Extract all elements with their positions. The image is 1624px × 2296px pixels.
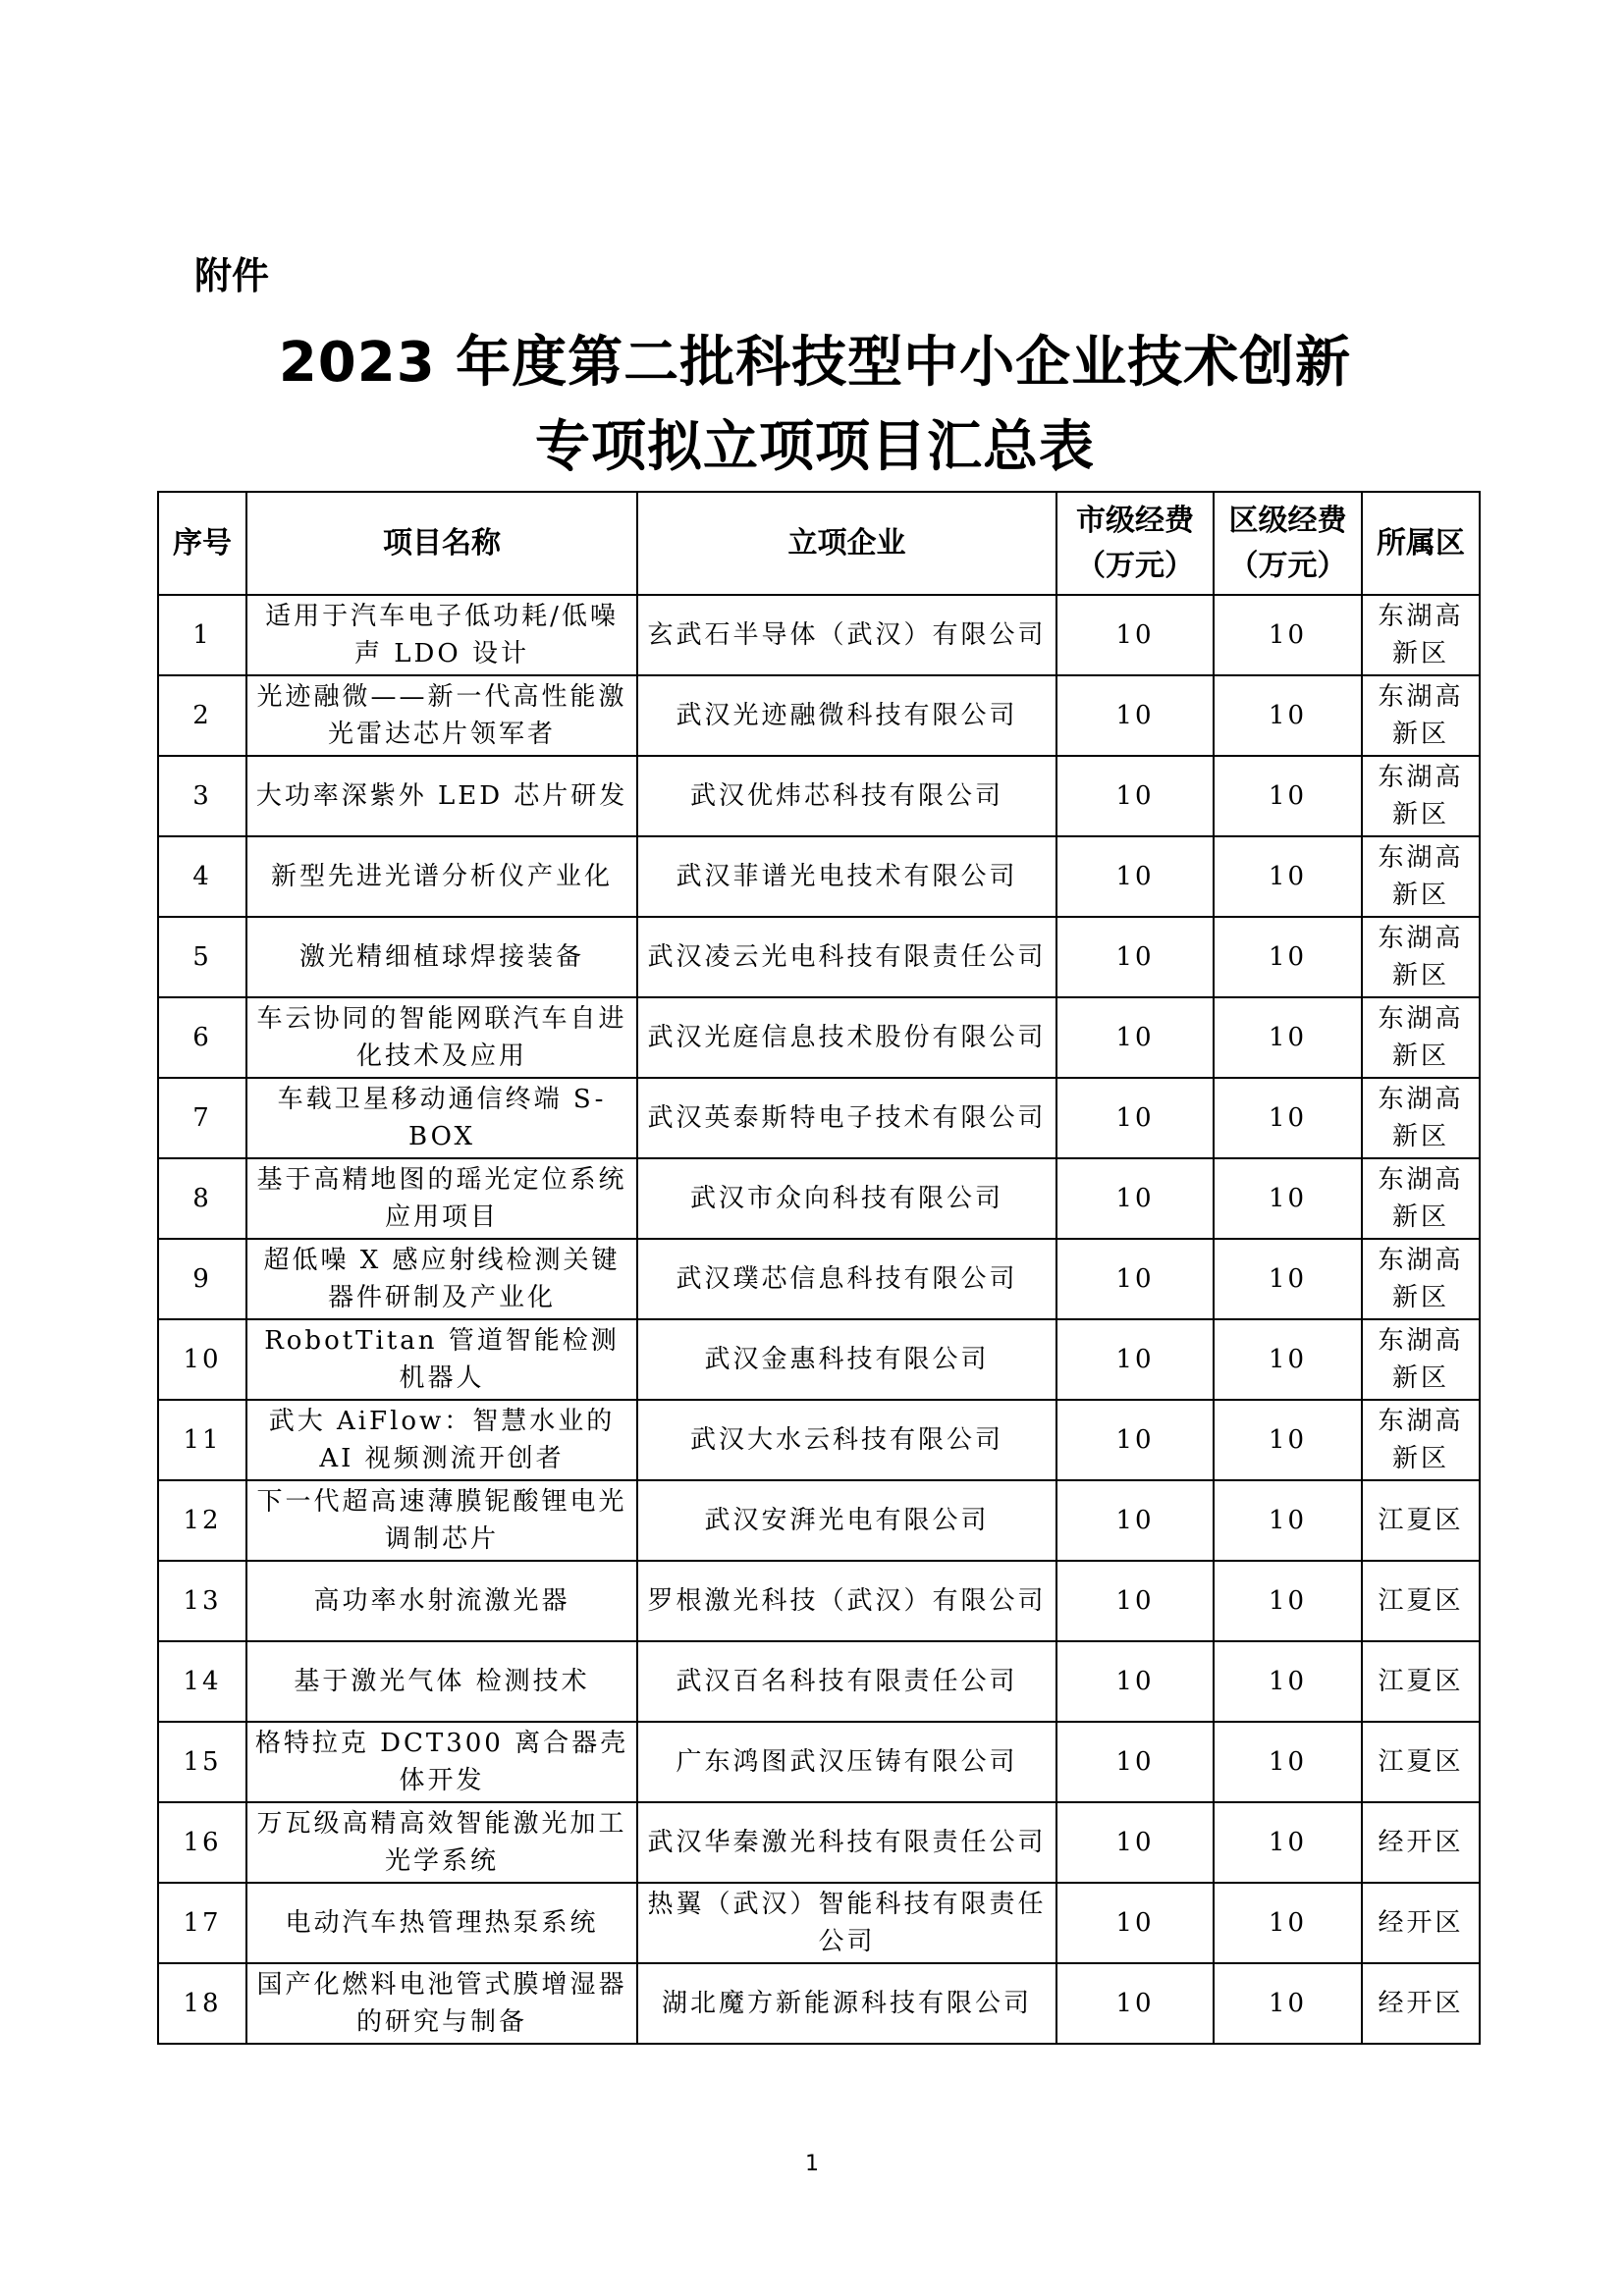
document-title-line2: 专项拟立项项目汇总表	[535, 415, 1095, 479]
cell-district-fund: 10	[1214, 1802, 1362, 1883]
cell-district-fund: 10	[1214, 1239, 1362, 1319]
header-project-name: 项目名称	[246, 492, 637, 595]
cell-district-fund: 10	[1214, 1883, 1362, 1963]
table-row	[158, 595, 1480, 675]
table-row	[158, 836, 1480, 917]
cell-district: 东湖高新区	[1362, 997, 1480, 1078]
table-row	[158, 1963, 1480, 2044]
table-row	[158, 1400, 1480, 1480]
cell-district: 经开区	[1362, 1802, 1480, 1883]
cell-company: 武汉光庭信息技术股份有限公司	[637, 997, 1056, 1078]
table-row	[158, 1480, 1480, 1561]
cell-seq: 15	[158, 1722, 246, 1802]
table-row	[158, 997, 1480, 1078]
document-title-line1: 2023 年度第二批科技型中小企业技术创新	[278, 331, 1352, 395]
cell-project-name: 武大 AiFlow：智慧水业的 AI 视频测流开创者	[246, 1400, 637, 1480]
cell-company: 武汉凌云光电科技有限责任公司	[637, 917, 1056, 997]
cell-seq: 11	[158, 1400, 246, 1480]
cell-district: 东湖高新区	[1362, 675, 1480, 756]
cell-seq: 1	[158, 595, 246, 675]
cell-city-fund: 10	[1056, 1963, 1214, 2044]
cell-seq: 8	[158, 1158, 246, 1239]
cell-district: 东湖高新区	[1362, 1400, 1480, 1480]
cell-district-fund: 10	[1214, 1078, 1362, 1158]
cell-district: 东湖高新区	[1362, 1319, 1480, 1400]
cell-project-name: 格特拉克 DCT300 离合器壳体开发	[246, 1722, 637, 1802]
table-row	[158, 675, 1480, 756]
cell-city-fund: 10	[1056, 1722, 1214, 1802]
cell-company: 武汉华秦激光科技有限责任公司	[637, 1802, 1056, 1883]
cell-seq: 3	[158, 756, 246, 836]
cell-company: 武汉安湃光电有限公司	[637, 1480, 1056, 1561]
cell-district-fund: 10	[1214, 1158, 1362, 1239]
table-row	[158, 1158, 1480, 1239]
header-district-fund-unit: （万元）	[1228, 548, 1347, 583]
cell-project-name: 电动汽车热管理热泵系统	[246, 1883, 637, 1963]
header-district-fund-line1: 区级经费	[1228, 503, 1347, 538]
page-number: 1	[805, 2152, 819, 2176]
cell-district-fund: 10	[1214, 1641, 1362, 1722]
cell-project-name: 基于激光气体 检测技术	[246, 1641, 637, 1722]
cell-district: 东湖高新区	[1362, 1158, 1480, 1239]
cell-seq: 9	[158, 1239, 246, 1319]
cell-district: 江夏区	[1362, 1641, 1480, 1722]
cell-seq: 18	[158, 1963, 246, 2044]
cell-company: 湖北魔方新能源科技有限公司	[637, 1963, 1056, 2044]
cell-district-fund: 10	[1214, 1319, 1362, 1400]
cell-project-name: 下一代超高速薄膜铌酸锂电光调制芯片	[246, 1480, 637, 1561]
cell-district-fund: 10	[1214, 756, 1362, 836]
cell-city-fund: 10	[1056, 1641, 1214, 1722]
cell-district-fund: 10	[1214, 1722, 1362, 1802]
cell-district: 东湖高新区	[1362, 595, 1480, 675]
cell-seq: 12	[158, 1480, 246, 1561]
cell-city-fund: 10	[1056, 997, 1214, 1078]
cell-project-name: 国产化燃料电池管式膜增湿器的研究与制备	[246, 1963, 637, 2044]
cell-city-fund: 10	[1056, 1802, 1214, 1883]
cell-project-name: 车云协同的智能网联汽车自进化技术及应用	[246, 997, 637, 1078]
cell-company: 热翼（武汉）智能科技有限责任公司	[637, 1883, 1056, 1963]
cell-project-name: 万瓦级高精高效智能激光加工光学系统	[246, 1802, 637, 1883]
cell-project-name: 大功率深紫外 LED 芯片研发	[246, 756, 637, 836]
table-row	[158, 756, 1480, 836]
cell-company: 武汉优炜芯科技有限公司	[637, 756, 1056, 836]
cell-district-fund: 10	[1214, 1561, 1362, 1641]
attachment-label: 附件	[194, 254, 270, 297]
cell-district-fund: 10	[1214, 917, 1362, 997]
cell-district-fund: 10	[1214, 595, 1362, 675]
cell-city-fund: 10	[1056, 1158, 1214, 1239]
table-row	[158, 1561, 1480, 1641]
header-district-fund	[1214, 492, 1362, 595]
table-row	[158, 1802, 1480, 1883]
cell-district: 东湖高新区	[1362, 1078, 1480, 1158]
cell-company: 罗根激光科技（武汉）有限公司	[637, 1561, 1056, 1641]
cell-seq: 10	[158, 1319, 246, 1400]
cell-city-fund: 10	[1056, 595, 1214, 675]
cell-district: 江夏区	[1362, 1480, 1480, 1561]
cell-district-fund: 10	[1214, 997, 1362, 1078]
cell-seq: 6	[158, 997, 246, 1078]
cell-district: 东湖高新区	[1362, 1239, 1480, 1319]
cell-district: 经开区	[1362, 1883, 1480, 1963]
cell-company: 玄武石半导体（武汉）有限公司	[637, 595, 1056, 675]
cell-seq: 7	[158, 1078, 246, 1158]
table-header-row	[158, 492, 1480, 595]
cell-project-name: 光迹融微——新一代高性能激光雷达芯片领军者	[246, 675, 637, 756]
cell-district-fund: 10	[1214, 836, 1362, 917]
header-city-fund-line1: 市级经费	[1076, 503, 1194, 538]
table-row	[158, 917, 1480, 997]
cell-city-fund: 10	[1056, 1319, 1214, 1400]
header-company: 立项企业	[637, 492, 1056, 595]
cell-city-fund: 10	[1056, 675, 1214, 756]
cell-seq: 2	[158, 675, 246, 756]
cell-district: 东湖高新区	[1362, 756, 1480, 836]
cell-seq: 13	[158, 1561, 246, 1641]
cell-company: 武汉光迹融微科技有限公司	[637, 675, 1056, 756]
cell-seq: 5	[158, 917, 246, 997]
cell-company: 武汉大水云科技有限公司	[637, 1400, 1056, 1480]
cell-project-name: 激光精细植球焊接装备	[246, 917, 637, 997]
cell-district-fund: 10	[1214, 1963, 1362, 2044]
table-row	[158, 1641, 1480, 1722]
table-row	[158, 1883, 1480, 1963]
cell-company: 武汉金惠科技有限公司	[637, 1319, 1056, 1400]
header-district: 所属区	[1362, 492, 1480, 595]
cell-company: 武汉璞芯信息科技有限公司	[637, 1239, 1056, 1319]
cell-project-name: 新型先进光谱分析仪产业化	[246, 836, 637, 917]
cell-district-fund: 10	[1214, 1480, 1362, 1561]
cell-company: 武汉百名科技有限责任公司	[637, 1641, 1056, 1722]
cell-district: 江夏区	[1362, 1561, 1480, 1641]
cell-project-name: RobotTitan 管道智能检测机器人	[246, 1319, 637, 1400]
cell-project-name: 车载卫星移动通信终端 S-BOX	[246, 1078, 637, 1158]
cell-city-fund: 10	[1056, 1480, 1214, 1561]
header-seq: 序号	[158, 492, 246, 595]
cell-seq: 14	[158, 1641, 246, 1722]
project-summary-table	[157, 491, 1481, 2045]
table-row	[158, 1722, 1480, 1802]
cell-city-fund: 10	[1056, 1883, 1214, 1963]
header-city-fund	[1056, 492, 1214, 595]
cell-company: 广东鸿图武汉压铸有限公司	[637, 1722, 1056, 1802]
table-row	[158, 1239, 1480, 1319]
cell-company: 武汉菲谱光电技术有限公司	[637, 836, 1056, 917]
cell-district-fund: 10	[1214, 1400, 1362, 1480]
cell-district-fund: 10	[1214, 675, 1362, 756]
cell-company: 武汉市众向科技有限公司	[637, 1158, 1056, 1239]
cell-project-name: 超低噪 X 感应射线检测关键器件研制及产业化	[246, 1239, 637, 1319]
cell-project-name: 高功率水射流激光器	[246, 1561, 637, 1641]
header-city-fund-unit: （万元）	[1076, 548, 1194, 583]
cell-city-fund: 10	[1056, 1561, 1214, 1641]
cell-company: 武汉英泰斯特电子技术有限公司	[637, 1078, 1056, 1158]
cell-district: 经开区	[1362, 1963, 1480, 2044]
cell-city-fund: 10	[1056, 836, 1214, 917]
cell-district: 江夏区	[1362, 1722, 1480, 1802]
cell-project-name: 适用于汽车电子低功耗/低噪声 LDO 设计	[246, 595, 637, 675]
table-row	[158, 1319, 1480, 1400]
cell-city-fund: 10	[1056, 1239, 1214, 1319]
cell-city-fund: 10	[1056, 1400, 1214, 1480]
cell-district: 东湖高新区	[1362, 917, 1480, 997]
cell-city-fund: 10	[1056, 1078, 1214, 1158]
cell-district: 东湖高新区	[1362, 836, 1480, 917]
cell-seq: 4	[158, 836, 246, 917]
cell-city-fund: 10	[1056, 756, 1214, 836]
cell-project-name: 基于高精地图的瑶光定位系统应用项目	[246, 1158, 637, 1239]
cell-seq: 16	[158, 1802, 246, 1883]
cell-city-fund: 10	[1056, 917, 1214, 997]
cell-seq: 17	[158, 1883, 246, 1963]
table-row	[158, 1078, 1480, 1158]
